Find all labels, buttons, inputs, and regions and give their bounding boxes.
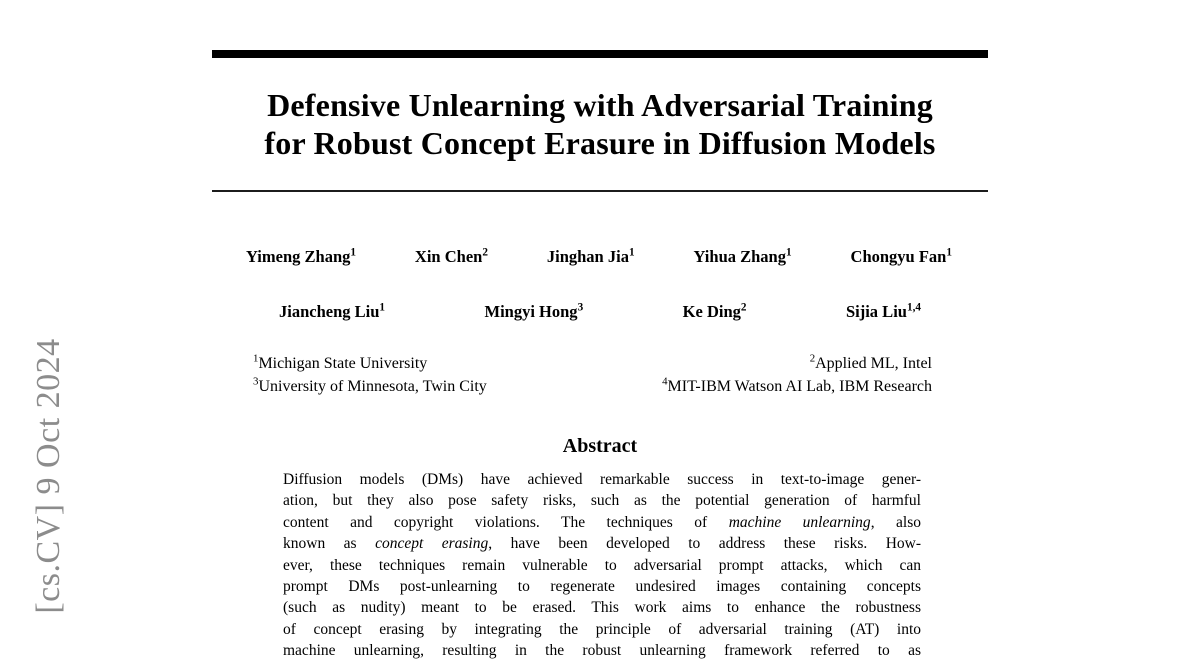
top-rule	[212, 50, 988, 58]
author-sup: 1	[946, 246, 952, 259]
abstract-line: known as concept erasing, have been developed to address these risks. How-	[283, 535, 922, 553]
title-rule	[212, 190, 988, 192]
authors-row-2	[279, 302, 921, 322]
author-sup: 2	[740, 301, 747, 314]
abstract-line: Diffusion models (DMs) have achieved remarkable success in text-to-image gener-	[283, 471, 921, 488]
author: Chongyu Fan$^1$	[850, 246, 952, 266]
author: Mingyi Hong$^3$	[484, 301, 584, 321]
abstract-line: content and copyright violations. The techniques of machine unlearning, also	[283, 513, 921, 531]
abstract-line: prompt DMs post-unlearning to regenerate undesired images containing concepts	[283, 577, 921, 595]
author-sup: 1	[350, 246, 356, 259]
authors-row-1	[246, 247, 952, 267]
author: Xin Chen$^2$	[414, 246, 488, 266]
author-sup: 1,4	[906, 301, 921, 314]
abstract-line: (such as nudity) meant to be erased. This work aims to enhance the robustness	[283, 599, 921, 617]
abstract-text	[283, 469, 921, 662]
affiliations	[253, 352, 932, 398]
abstract-line: ever, these techniques remain vulnerable to adversarial prompt attacks, which can	[283, 556, 921, 574]
affiliation: $^3$University of Minnesota, Twin City	[253, 375, 487, 395]
author-sup: 1	[628, 246, 635, 259]
arxiv-watermark: [cs.CV] 9 Oct 2024	[30, 338, 67, 614]
affiliation-sup: 2	[809, 352, 816, 365]
author: Jinghan Jia$^1$	[546, 246, 635, 266]
author-sup: 3	[577, 301, 584, 314]
affiliation: $^1$Michigan State University	[253, 352, 428, 372]
paper-title-line2: for Robust Concept Erasure in Diffusion Models	[264, 125, 936, 161]
author: Yimeng Zhang$^1$	[246, 246, 356, 266]
paper-title	[212, 86, 988, 162]
author: Sijia Liu$^{1,4}$	[845, 301, 921, 321]
abstract-line: ation, but they also pose safety risks, such as the potential generation of harmful	[283, 492, 921, 510]
affiliation-sup: 4	[662, 375, 668, 388]
author-sup: 1	[379, 301, 386, 314]
abstract-line: of concept erasing by integrating the principle of adversarial training (AT) into	[283, 620, 921, 638]
author: Jiancheng Liu$^1$	[279, 301, 386, 321]
author-sup: 1	[785, 246, 792, 259]
affiliation-sup: 1	[253, 352, 259, 365]
author: Yihua Zhang$^1$	[693, 246, 792, 266]
author: Ke Ding$^2$	[682, 301, 747, 321]
affiliation-sup: 3	[253, 375, 259, 388]
abstract-heading: Abstract	[562, 435, 638, 457]
affiliation: $^4$MIT-IBM Watson AI Lab, IBM Research	[662, 375, 932, 395]
paper-title-line1: Defensive Unlearning with Adversarial Training	[267, 87, 933, 123]
abstract-line: machine unlearning, resulting in the robust unlearning framework referred to as	[283, 642, 921, 660]
affiliation-row-1	[253, 352, 932, 375]
author-sup: 2	[482, 246, 488, 259]
affiliation-row-2	[253, 375, 932, 398]
affiliation: $^2$Applied ML, Intel	[809, 352, 932, 372]
